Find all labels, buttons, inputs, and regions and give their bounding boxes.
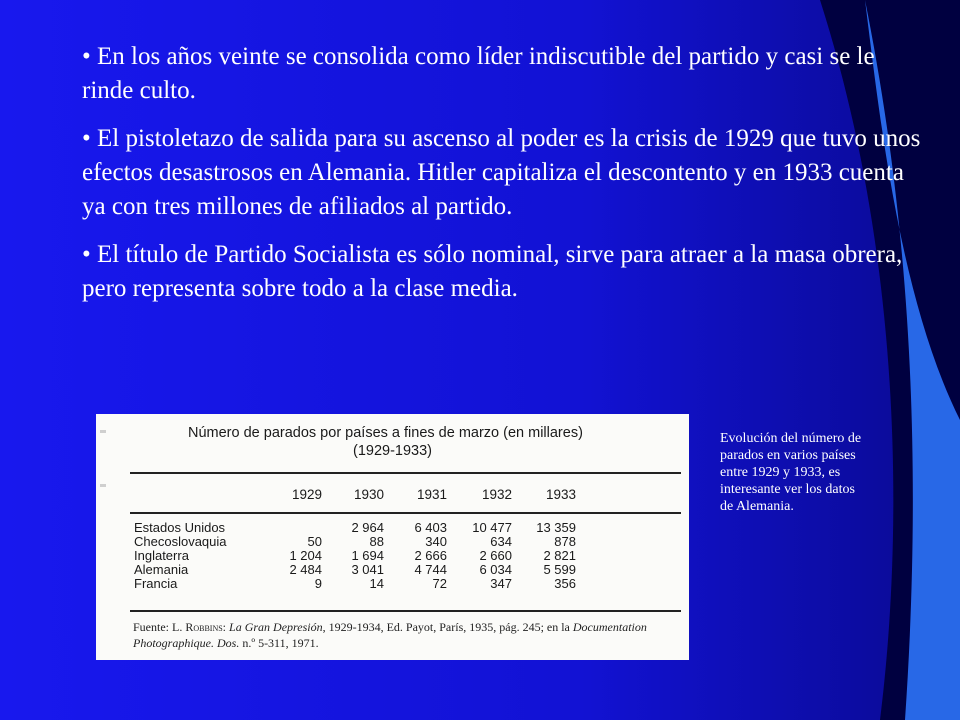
year-header: 1933 xyxy=(545,487,576,502)
source-author: Robbins xyxy=(185,620,223,634)
row-label-estados-unidos: Estados Unidos xyxy=(134,520,226,535)
table-source xyxy=(133,619,689,651)
table-cell: 2 964 xyxy=(351,520,384,535)
bullet-2: • El pistoletazo de salida para su ascenso al poder es la crisis de 1929 que tuvo unos efectos desastrosos en Alemania. Hitler capitaliza el descontento y en 1933 cuenta ya con tres millones de afiliados al partido. xyxy=(82,125,921,220)
table-cell: 2 666 xyxy=(414,548,447,563)
table-cell: 2 484 xyxy=(289,562,322,577)
table-cell: 2 821 xyxy=(543,548,576,563)
table-cell: 3 041 xyxy=(351,562,384,577)
row-label-alemania: Alemania xyxy=(134,562,189,577)
table-cell: 88 xyxy=(369,534,384,549)
table-cell: 2 660 xyxy=(479,548,512,563)
table-cell: 878 xyxy=(554,534,576,549)
table-cell: 5 599 xyxy=(543,562,576,577)
year-header: 1929 xyxy=(291,487,322,502)
source-book: La Gran Depresión xyxy=(229,620,323,634)
table-cell: 10 477 xyxy=(472,520,512,535)
source-prefix: Fuente: L. xyxy=(133,620,186,634)
table-cell: 9 xyxy=(314,576,322,591)
unemployment-table-image xyxy=(96,414,689,660)
table-subtitle: (1929-1933) xyxy=(353,443,432,459)
table-rule-header xyxy=(130,512,681,514)
table-cell: 4 744 xyxy=(414,562,447,577)
table-title: Número de parados por países a fines de marzo (en millares) xyxy=(188,425,583,441)
table-cell: 356 xyxy=(554,576,576,591)
table-cell: 347 xyxy=(490,576,512,591)
row-label-inglaterra: Inglaterra xyxy=(134,548,189,563)
table-rule-bottom xyxy=(130,610,681,612)
bullet-1: • En los años veinte se consolida como líder indiscutible del partido y casi se le rinde culto. xyxy=(82,43,875,104)
table-cell: 72 xyxy=(432,576,447,591)
table-cell: 6 403 xyxy=(414,520,447,535)
table-cell: 340 xyxy=(425,534,447,549)
image-caption: Evolución del número de parados en varios países entre 1929 y 1933, es interesante ver los datos de Alemania. xyxy=(720,431,862,514)
table-cell: 50 xyxy=(307,534,322,549)
year-header: 1931 xyxy=(416,487,447,502)
source-document: Documentation Photographique. Dos. xyxy=(133,620,647,650)
source-tail: n.º 5-311, 1971. xyxy=(239,636,319,650)
table-cell: 14 xyxy=(369,576,384,591)
bullet-list xyxy=(82,40,922,320)
row-label-francia: Francia xyxy=(134,576,178,591)
table-cell: 1 204 xyxy=(289,548,322,563)
table-cell: 1 694 xyxy=(351,548,384,563)
source-separator: : xyxy=(222,620,230,634)
year-header: 1932 xyxy=(481,487,512,502)
table-cell: 6 034 xyxy=(479,562,512,577)
scan-margin-mark xyxy=(100,484,106,487)
source-middle: , 1929-1934, Ed. Payot, París, 1935, pág. 245; en la xyxy=(322,620,573,634)
table-cell: 634 xyxy=(490,534,512,549)
bullet-3: • El título de Partido Socialista es sólo nominal, sirve para atraer a la masa obrera, pero representa sobre todo a la clase media. xyxy=(82,241,903,302)
table-rule-top xyxy=(130,472,681,474)
scan-margin-mark xyxy=(100,430,106,433)
year-header: 1930 xyxy=(353,487,384,502)
table-cell: 13 359 xyxy=(536,520,576,535)
row-label-checoslovaquia: Checoslovaquia xyxy=(134,534,227,549)
